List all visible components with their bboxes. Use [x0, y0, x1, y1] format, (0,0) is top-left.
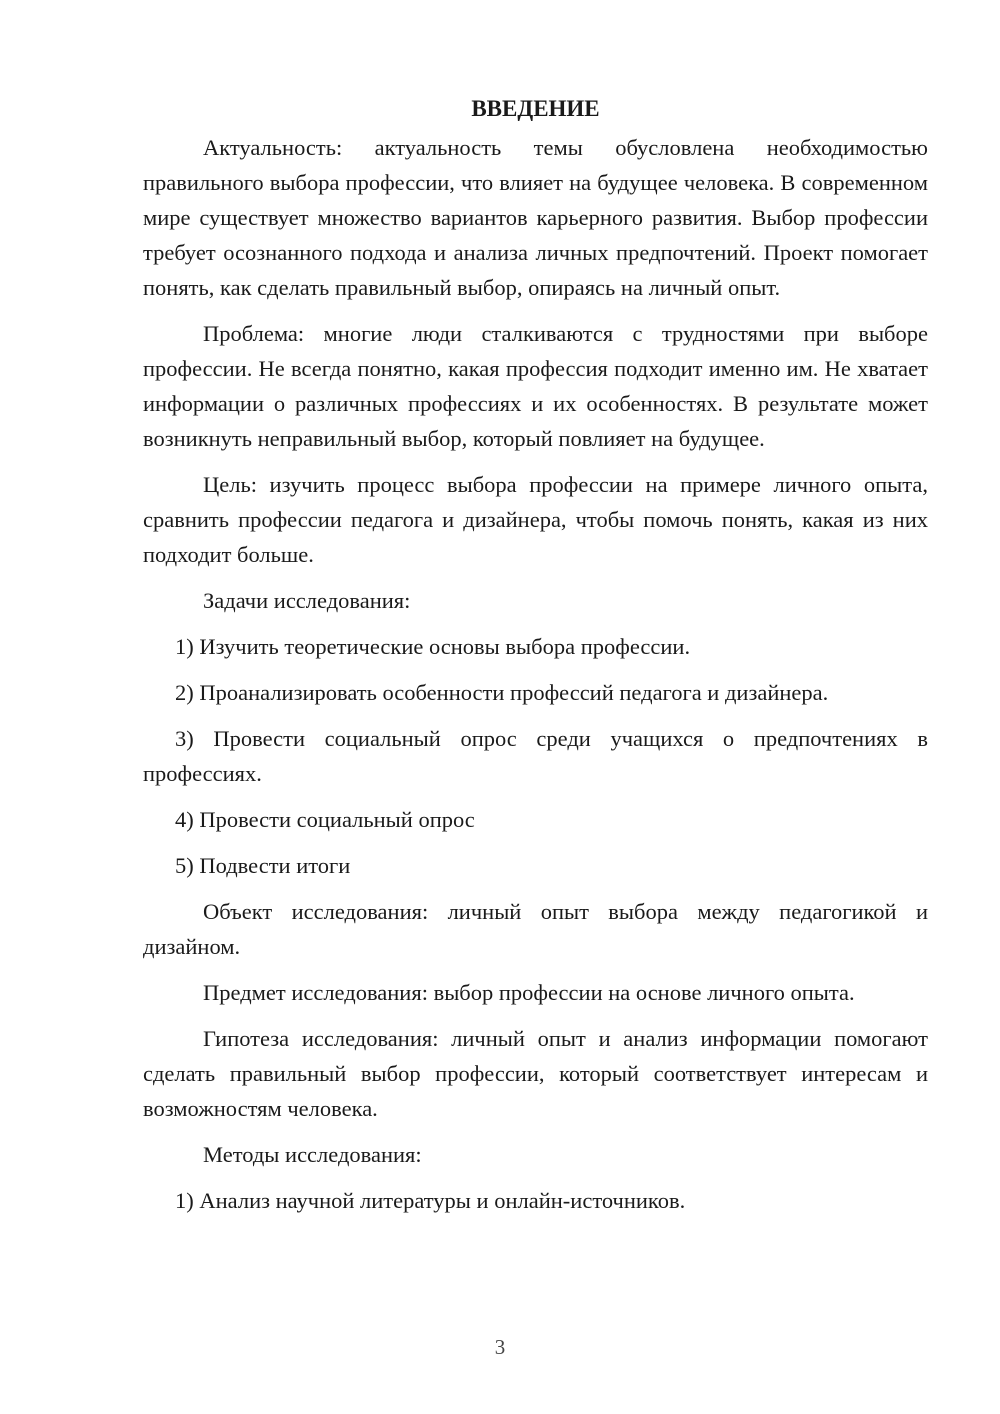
- task-item-5: 5) Подвести итоги: [175, 853, 351, 878]
- tasks-heading: Задачи исследования:: [203, 588, 411, 613]
- task-item-4: 4) Провести социальный опрос: [175, 807, 475, 832]
- page-content: [143, 92, 928, 1229]
- methods-heading: Методы исследования:: [203, 1142, 422, 1167]
- method-item-1: 1) Анализ научной литературы и онлайн-источников.: [175, 1188, 686, 1213]
- task-item-2: 2) Проанализировать особенности профессий педагога и дизайнера.: [175, 680, 829, 705]
- task-item-1: 1) Изучить теоретические основы выбора профессии.: [175, 634, 691, 659]
- task-item-3: 3) Провести социальный опрос среди учащихся о предпочтениях в профессиях.: [143, 726, 928, 786]
- object-paragraph: Объект исследования: личный опыт выбора между педагогикой и дизайном.: [143, 899, 928, 959]
- section-title: ВВЕДЕНИЕ: [471, 96, 600, 121]
- subject-paragraph: Предмет исследования: выбор профессии на основе личного опыта.: [203, 980, 855, 1005]
- goal-paragraph: Цель: изучить процесс выбора профессии на примере личного опыта, сравнить профессии педагога и дизайнера, чтобы помочь понять, какая из них подходит больше.: [143, 472, 928, 567]
- relevance-paragraph: Актуальность: актуальность темы обусловлена необходимостью правильного выбора профессии, что влияет на будущее человека. В современном мире существует множество вариантов карьерного развития. Выбор профессии требует осознанного подхода и анализа личных предпочтений. Проект помогает понять, как сделать правильный выбор, опираясь на личный опыт.: [143, 135, 928, 300]
- hypothesis-paragraph: Гипотеза исследования: личный опыт и анализ информации помогают сделать правильный выбор профессии, который соответствует интересам и возможностям человека.: [143, 1026, 928, 1121]
- page-number: 3: [494, 1335, 506, 1359]
- problem-paragraph: Проблема: многие люди сталкиваются с трудностями при выборе профессии. Не всегда понятно, какая профессия подходит именно им. Не хватает информации о различных профессиях и их особенностях. В результате может возникнуть неправильный выбор, который повлияет на будущее.: [143, 321, 928, 451]
